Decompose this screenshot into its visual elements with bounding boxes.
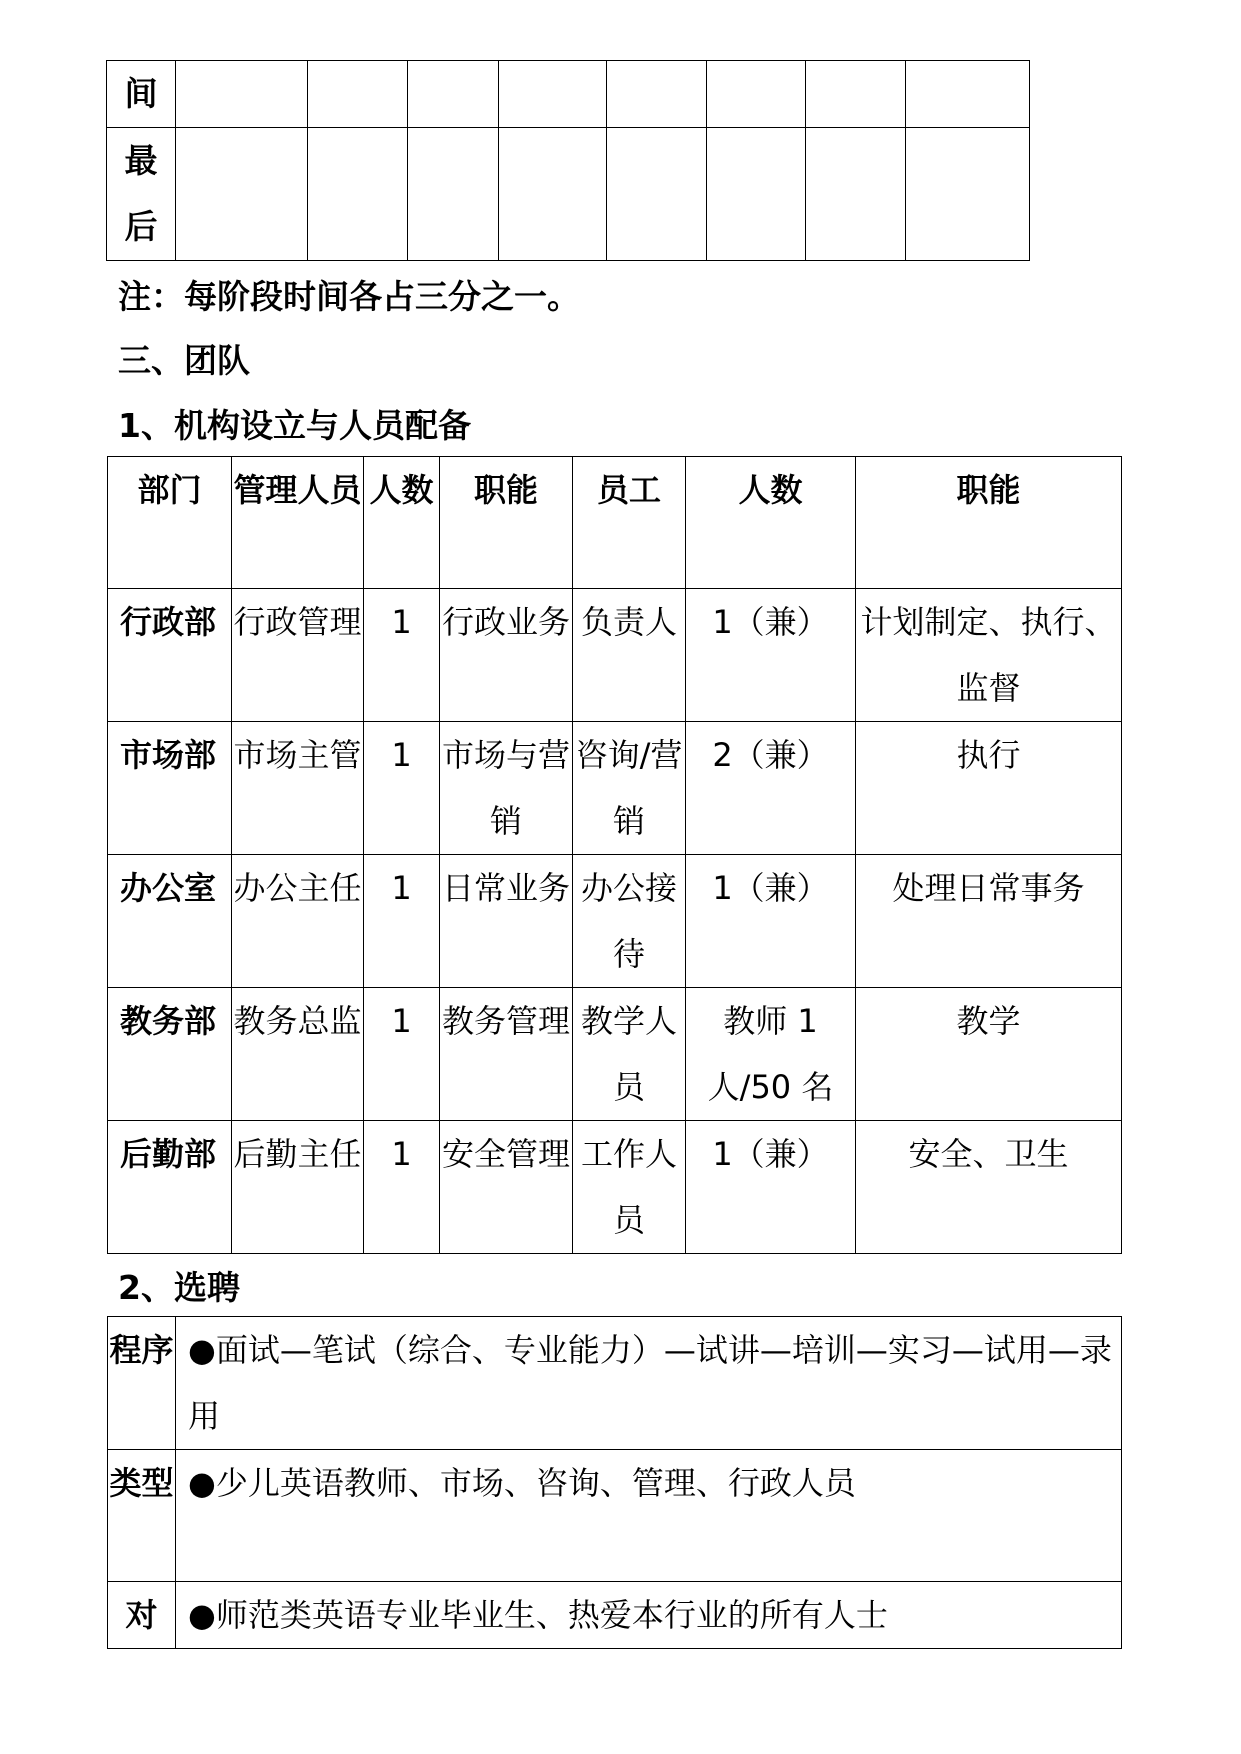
table-cell: 教务管理: [440, 988, 573, 1121]
department-cell: 市场部: [108, 722, 232, 855]
department-cell: 办公室: [108, 855, 232, 988]
column-header: 人数: [364, 457, 440, 589]
table-cell: 教师 1 人/50 名: [686, 988, 856, 1121]
table-cell: 安全管理: [440, 1121, 573, 1254]
table-cell: 办公主任: [232, 855, 364, 988]
table-row: [108, 988, 1122, 1121]
table-cell: 1: [364, 589, 440, 722]
department-cell: 后勤部: [108, 1121, 232, 1254]
table-cell: 日常业务: [440, 855, 573, 988]
table-row: [108, 722, 1122, 855]
table-row: [108, 1450, 1122, 1582]
table-cell: 负责人: [573, 589, 686, 722]
row-content: ●少儿英语教师、市场、咨询、管理、行政人员: [176, 1450, 1122, 1582]
row-label: 间: [107, 61, 176, 128]
row-label: 程序: [108, 1317, 176, 1450]
section-title: 三、团队: [118, 341, 250, 380]
table-row: [108, 1582, 1122, 1649]
table-header-row: [108, 457, 1122, 589]
table-row: [108, 589, 1122, 722]
row-label: 最 后: [107, 128, 176, 261]
table-cell: 行政业务: [440, 589, 573, 722]
schedule-table-fragment: [106, 60, 1030, 261]
note-text: 注：每阶段时间各占三分之一。: [118, 277, 580, 316]
table-cell: 2（兼）: [686, 722, 856, 855]
row-content: ●师范类英语专业毕业生、热爱本行业的所有人士: [176, 1582, 1122, 1649]
column-header: 人数: [686, 457, 856, 589]
table-cell: 计划制定、执行、监督: [856, 589, 1122, 722]
table-cell: 市场与营销: [440, 722, 573, 855]
table-row: [108, 1317, 1122, 1450]
table-cell: 教学人员: [573, 988, 686, 1121]
table-cell: 1: [364, 988, 440, 1121]
row-label: 类型: [108, 1450, 176, 1582]
table-cell: 1: [364, 855, 440, 988]
table-cell: 行政管理: [232, 589, 364, 722]
table-cell: 安全、卫生: [856, 1121, 1122, 1254]
table-row: [108, 855, 1122, 988]
department-cell: 行政部: [108, 589, 232, 722]
row-content: ●面试—笔试（综合、专业能力）—试讲—培训—实习—试用—录用: [176, 1317, 1122, 1450]
table-cell: 1: [364, 722, 440, 855]
row-label: 对: [108, 1582, 176, 1649]
table-cell: 1: [364, 1121, 440, 1254]
column-header: 职能: [856, 457, 1122, 589]
table-cell: 1（兼）: [686, 589, 856, 722]
recruitment-table: [107, 1316, 1122, 1649]
table-row: [107, 128, 1030, 261]
table-cell: 1（兼）: [686, 855, 856, 988]
subsection-title: 2、选聘: [118, 1268, 240, 1307]
staff-table: [107, 456, 1122, 1254]
table-row: [107, 61, 1030, 128]
table-cell: 处理日常事务: [856, 855, 1122, 988]
column-header: 部门: [108, 457, 232, 589]
table-cell: 市场主管: [232, 722, 364, 855]
table-cell: 执行: [856, 722, 1122, 855]
column-header: 管理人员: [232, 457, 364, 589]
column-header: 职能: [440, 457, 573, 589]
table-cell: 教学: [856, 988, 1122, 1121]
subsection-title: 1、机构设立与人员配备: [118, 406, 471, 445]
table-cell: 后勤主任: [232, 1121, 364, 1254]
table-cell: 办公接待: [573, 855, 686, 988]
column-header: 员工: [573, 457, 686, 589]
table-row: [108, 1121, 1122, 1254]
table-cell: 工作人员: [573, 1121, 686, 1254]
table-cell: 咨询/营销: [573, 722, 686, 855]
department-cell: 教务部: [108, 988, 232, 1121]
table-cell: 1（兼）: [686, 1121, 856, 1254]
table-cell: 教务总监: [232, 988, 364, 1121]
